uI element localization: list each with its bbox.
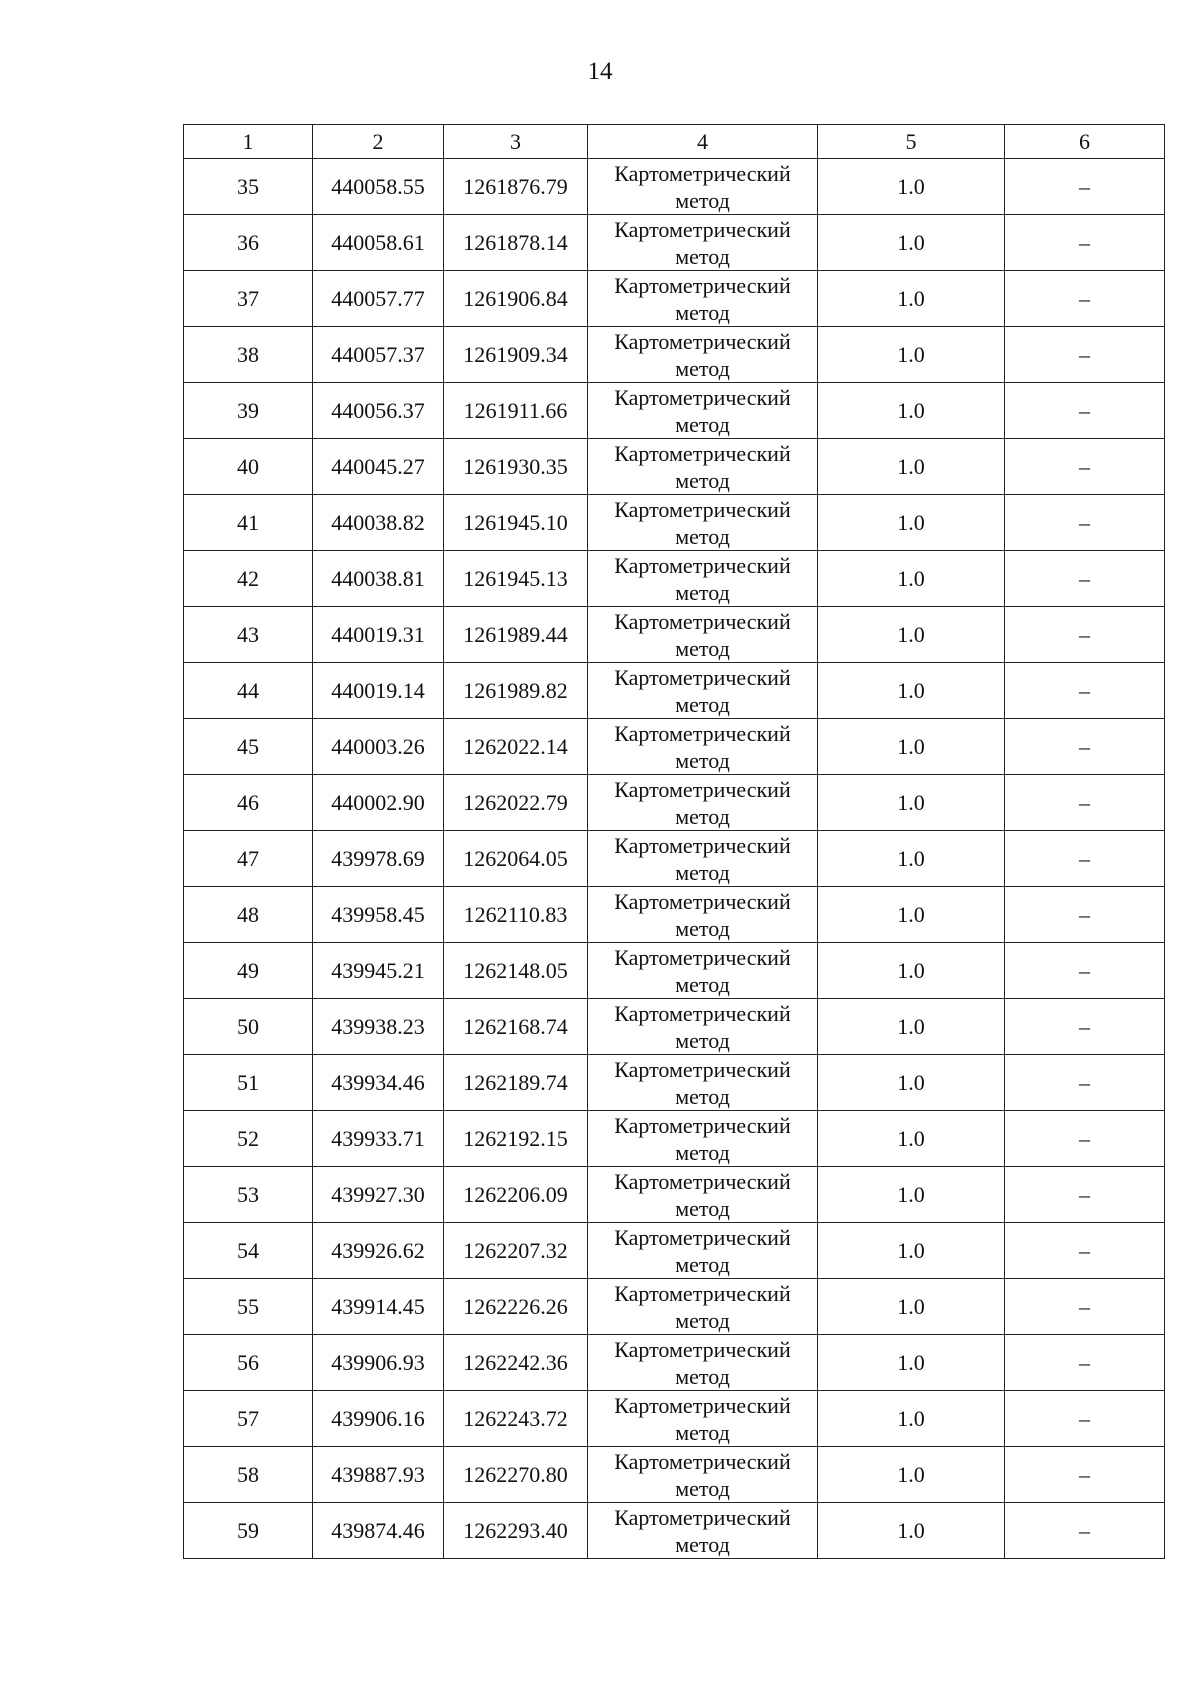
point-number-cell: 44	[184, 663, 313, 719]
method-line-2: метод	[675, 1083, 730, 1109]
x-coordinate-cell: 439978.69	[313, 831, 444, 887]
accuracy-cell: 1.0	[818, 1279, 1005, 1335]
x-coordinate-cell: 439938.23	[313, 999, 444, 1055]
note-cell: –	[1005, 719, 1165, 775]
method-line-1: Картометрический	[614, 272, 791, 298]
accuracy-cell: 1.0	[818, 999, 1005, 1055]
method-line-1: Картометрический	[614, 1168, 791, 1194]
point-number-cell: 43	[184, 607, 313, 663]
y-coordinate-cell: 1262168.74	[444, 999, 588, 1055]
method-line-2: метод	[675, 1195, 730, 1221]
point-number-cell: 55	[184, 1279, 313, 1335]
x-coordinate-cell: 439934.46	[313, 1055, 444, 1111]
note-cell: –	[1005, 1167, 1165, 1223]
accuracy-cell: 1.0	[818, 663, 1005, 719]
point-number-cell: 51	[184, 1055, 313, 1111]
point-number-cell: 40	[184, 439, 313, 495]
method-line-2: метод	[675, 1139, 730, 1165]
x-coordinate-cell: 440003.26	[313, 719, 444, 775]
method-cell	[588, 327, 818, 383]
accuracy-cell: 1.0	[818, 943, 1005, 999]
point-number-cell: 50	[184, 999, 313, 1055]
y-coordinate-cell: 1262226.26	[444, 1279, 588, 1335]
y-coordinate-cell: 1261930.35	[444, 439, 588, 495]
method-cell	[588, 663, 818, 719]
y-coordinate-cell: 1261911.66	[444, 383, 588, 439]
accuracy-cell: 1.0	[818, 495, 1005, 551]
method-cell	[588, 943, 818, 999]
point-number-cell: 58	[184, 1447, 313, 1503]
x-coordinate-cell: 439945.21	[313, 943, 444, 999]
method-cell	[588, 1391, 818, 1447]
table-body	[184, 159, 1165, 1559]
point-number-cell: 45	[184, 719, 313, 775]
method-line-1: Картометрический	[614, 608, 791, 634]
method-line-2: метод	[675, 355, 730, 381]
table-row	[184, 1503, 1165, 1559]
method-cell	[588, 271, 818, 327]
method-line-1: Картометрический	[614, 832, 791, 858]
method-line-1: Картометрический	[614, 1112, 791, 1138]
header-cell-2: 2	[313, 125, 444, 159]
table-row	[184, 831, 1165, 887]
accuracy-cell: 1.0	[818, 887, 1005, 943]
method-line-1: Картометрический	[614, 552, 791, 578]
table-row	[184, 1055, 1165, 1111]
accuracy-cell: 1.0	[818, 1447, 1005, 1503]
method-cell	[588, 439, 818, 495]
header-cell-1: 1	[184, 125, 313, 159]
method-line-1: Картометрический	[614, 776, 791, 802]
note-cell: –	[1005, 215, 1165, 271]
method-cell	[588, 719, 818, 775]
point-number-cell: 41	[184, 495, 313, 551]
method-cell	[588, 1055, 818, 1111]
accuracy-cell: 1.0	[818, 327, 1005, 383]
method-line-1: Картометрический	[614, 1336, 791, 1362]
x-coordinate-cell: 440058.55	[313, 159, 444, 215]
method-cell	[588, 215, 818, 271]
header-cell-4: 4	[588, 125, 818, 159]
point-number-cell: 42	[184, 551, 313, 607]
table-row	[184, 719, 1165, 775]
method-line-2: метод	[675, 1251, 730, 1277]
method-line-1: Картометрический	[614, 944, 791, 970]
y-coordinate-cell: 1261876.79	[444, 159, 588, 215]
y-coordinate-cell: 1261906.84	[444, 271, 588, 327]
point-number-cell: 57	[184, 1391, 313, 1447]
method-cell	[588, 1167, 818, 1223]
x-coordinate-cell: 439906.93	[313, 1335, 444, 1391]
table-row	[184, 1447, 1165, 1503]
y-coordinate-cell: 1262242.36	[444, 1335, 588, 1391]
table-row	[184, 1335, 1165, 1391]
x-coordinate-cell: 439887.93	[313, 1447, 444, 1503]
point-number-cell: 52	[184, 1111, 313, 1167]
method-line-1: Картометрический	[614, 1280, 791, 1306]
method-cell	[588, 999, 818, 1055]
method-cell	[588, 607, 818, 663]
header-cell-6: 6	[1005, 125, 1165, 159]
x-coordinate-cell: 440038.82	[313, 495, 444, 551]
y-coordinate-cell: 1262207.32	[444, 1223, 588, 1279]
method-line-1: Картометрический	[614, 440, 791, 466]
x-coordinate-cell: 439874.46	[313, 1503, 444, 1559]
accuracy-cell: 1.0	[818, 1503, 1005, 1559]
table-header	[184, 125, 1165, 159]
note-cell: –	[1005, 1223, 1165, 1279]
point-number-cell: 38	[184, 327, 313, 383]
point-number-cell: 53	[184, 1167, 313, 1223]
x-coordinate-cell: 440019.14	[313, 663, 444, 719]
y-coordinate-cell: 1262293.40	[444, 1503, 588, 1559]
method-line-1: Картометрический	[614, 160, 791, 186]
table-row	[184, 1167, 1165, 1223]
accuracy-cell: 1.0	[818, 271, 1005, 327]
y-coordinate-cell: 1261909.34	[444, 327, 588, 383]
method-line-2: метод	[675, 1531, 730, 1557]
accuracy-cell: 1.0	[818, 551, 1005, 607]
table-row	[184, 887, 1165, 943]
method-line-2: метод	[675, 915, 730, 941]
method-line-2: метод	[675, 1419, 730, 1445]
y-coordinate-cell: 1261945.10	[444, 495, 588, 551]
method-cell	[588, 1447, 818, 1503]
y-coordinate-cell: 1262022.79	[444, 775, 588, 831]
method-line-1: Картометрический	[614, 1224, 791, 1250]
y-coordinate-cell: 1261989.44	[444, 607, 588, 663]
method-line-2: метод	[675, 1027, 730, 1053]
method-line-2: метод	[675, 747, 730, 773]
x-coordinate-cell: 439958.45	[313, 887, 444, 943]
coordinates-table	[183, 124, 1165, 1559]
method-line-1: Картометрический	[614, 720, 791, 746]
method-line-2: метод	[675, 299, 730, 325]
x-coordinate-cell: 440058.61	[313, 215, 444, 271]
x-coordinate-cell: 439933.71	[313, 1111, 444, 1167]
table-row	[184, 551, 1165, 607]
point-number-cell: 39	[184, 383, 313, 439]
accuracy-cell: 1.0	[818, 1223, 1005, 1279]
note-cell: –	[1005, 495, 1165, 551]
accuracy-cell: 1.0	[818, 775, 1005, 831]
note-cell: –	[1005, 439, 1165, 495]
point-number-cell: 35	[184, 159, 313, 215]
x-coordinate-cell: 439914.45	[313, 1279, 444, 1335]
y-coordinate-cell: 1262064.05	[444, 831, 588, 887]
note-cell: –	[1005, 831, 1165, 887]
method-line-2: метод	[675, 411, 730, 437]
note-cell: –	[1005, 1279, 1165, 1335]
method-line-1: Картометрический	[614, 664, 791, 690]
accuracy-cell: 1.0	[818, 1391, 1005, 1447]
method-line-1: Картометрический	[614, 1392, 791, 1418]
note-cell: –	[1005, 271, 1165, 327]
method-line-1: Картометрический	[614, 328, 791, 354]
header-row	[184, 125, 1165, 159]
note-cell: –	[1005, 1055, 1165, 1111]
method-cell	[588, 1335, 818, 1391]
table-row	[184, 1279, 1165, 1335]
accuracy-cell: 1.0	[818, 1335, 1005, 1391]
accuracy-cell: 1.0	[818, 831, 1005, 887]
note-cell: –	[1005, 551, 1165, 607]
y-coordinate-cell: 1261945.13	[444, 551, 588, 607]
point-number-cell: 48	[184, 887, 313, 943]
table-row	[184, 159, 1165, 215]
note-cell: –	[1005, 663, 1165, 719]
y-coordinate-cell: 1262270.80	[444, 1447, 588, 1503]
table-row	[184, 943, 1165, 999]
x-coordinate-cell: 439926.62	[313, 1223, 444, 1279]
x-coordinate-cell: 440019.31	[313, 607, 444, 663]
x-coordinate-cell: 439906.16	[313, 1391, 444, 1447]
y-coordinate-cell: 1261989.82	[444, 663, 588, 719]
method-cell	[588, 383, 818, 439]
table-row	[184, 383, 1165, 439]
method-line-2: метод	[675, 635, 730, 661]
x-coordinate-cell: 440045.27	[313, 439, 444, 495]
table-row	[184, 1111, 1165, 1167]
method-line-1: Картометрический	[614, 888, 791, 914]
y-coordinate-cell: 1262022.14	[444, 719, 588, 775]
point-number-cell: 46	[184, 775, 313, 831]
accuracy-cell: 1.0	[818, 383, 1005, 439]
table-row	[184, 327, 1165, 383]
table-row	[184, 495, 1165, 551]
point-number-cell: 56	[184, 1335, 313, 1391]
page-number: 14	[587, 58, 613, 85]
x-coordinate-cell: 440038.81	[313, 551, 444, 607]
y-coordinate-cell: 1262110.83	[444, 887, 588, 943]
table-row	[184, 607, 1165, 663]
method-cell	[588, 551, 818, 607]
x-coordinate-cell: 440056.37	[313, 383, 444, 439]
method-line-2: метод	[675, 523, 730, 549]
point-number-cell: 59	[184, 1503, 313, 1559]
table-row	[184, 775, 1165, 831]
method-line-1: Картометрический	[614, 1504, 791, 1530]
method-line-1: Картометрический	[614, 384, 791, 410]
note-cell: –	[1005, 327, 1165, 383]
method-cell	[588, 159, 818, 215]
method-line-2: метод	[675, 803, 730, 829]
method-line-1: Картометрический	[614, 1056, 791, 1082]
method-line-2: метод	[675, 691, 730, 717]
note-cell: –	[1005, 887, 1165, 943]
method-cell	[588, 1503, 818, 1559]
note-cell: –	[1005, 1447, 1165, 1503]
x-coordinate-cell: 440057.37	[313, 327, 444, 383]
note-cell: –	[1005, 999, 1165, 1055]
table-row	[184, 999, 1165, 1055]
method-line-2: метод	[675, 187, 730, 213]
note-cell: –	[1005, 159, 1165, 215]
point-number-cell: 49	[184, 943, 313, 999]
x-coordinate-cell: 439927.30	[313, 1167, 444, 1223]
header-cell-3: 3	[444, 125, 588, 159]
method-line-2: метод	[675, 1307, 730, 1333]
method-line-1: Картометрический	[614, 216, 791, 242]
method-cell	[588, 887, 818, 943]
point-number-cell: 47	[184, 831, 313, 887]
method-line-2: метод	[675, 859, 730, 885]
point-number-cell: 54	[184, 1223, 313, 1279]
method-cell	[588, 1279, 818, 1335]
note-cell: –	[1005, 775, 1165, 831]
y-coordinate-cell: 1262148.05	[444, 943, 588, 999]
method-line-1: Картометрический	[614, 496, 791, 522]
accuracy-cell: 1.0	[818, 1055, 1005, 1111]
point-number-cell: 36	[184, 215, 313, 271]
method-cell	[588, 1223, 818, 1279]
method-line-2: метод	[675, 579, 730, 605]
accuracy-cell: 1.0	[818, 719, 1005, 775]
x-coordinate-cell: 440002.90	[313, 775, 444, 831]
table-row	[184, 1391, 1165, 1447]
y-coordinate-cell: 1262243.72	[444, 1391, 588, 1447]
note-cell: –	[1005, 607, 1165, 663]
method-line-2: метод	[675, 1475, 730, 1501]
note-cell: –	[1005, 1111, 1165, 1167]
method-cell	[588, 495, 818, 551]
accuracy-cell: 1.0	[818, 1167, 1005, 1223]
y-coordinate-cell: 1262192.15	[444, 1111, 588, 1167]
accuracy-cell: 1.0	[818, 607, 1005, 663]
method-line-2: метод	[675, 1363, 730, 1389]
note-cell: –	[1005, 1391, 1165, 1447]
header-cell-5: 5	[818, 125, 1005, 159]
method-cell	[588, 1111, 818, 1167]
note-cell: –	[1005, 383, 1165, 439]
accuracy-cell: 1.0	[818, 215, 1005, 271]
method-line-1: Картометрический	[614, 1000, 791, 1026]
method-line-1: Картометрический	[614, 1448, 791, 1474]
method-line-2: метод	[675, 243, 730, 269]
method-line-2: метод	[675, 467, 730, 493]
table-row	[184, 215, 1165, 271]
y-coordinate-cell: 1262206.09	[444, 1167, 588, 1223]
accuracy-cell: 1.0	[818, 1111, 1005, 1167]
table-row	[184, 663, 1165, 719]
method-cell	[588, 775, 818, 831]
method-line-2: метод	[675, 971, 730, 997]
method-cell	[588, 831, 818, 887]
note-cell: –	[1005, 943, 1165, 999]
y-coordinate-cell: 1261878.14	[444, 215, 588, 271]
table-row	[184, 271, 1165, 327]
accuracy-cell: 1.0	[818, 159, 1005, 215]
point-number-cell: 37	[184, 271, 313, 327]
table-row	[184, 439, 1165, 495]
note-cell: –	[1005, 1503, 1165, 1559]
x-coordinate-cell: 440057.77	[313, 271, 444, 327]
table-row	[184, 1223, 1165, 1279]
y-coordinate-cell: 1262189.74	[444, 1055, 588, 1111]
accuracy-cell: 1.0	[818, 439, 1005, 495]
note-cell: –	[1005, 1335, 1165, 1391]
